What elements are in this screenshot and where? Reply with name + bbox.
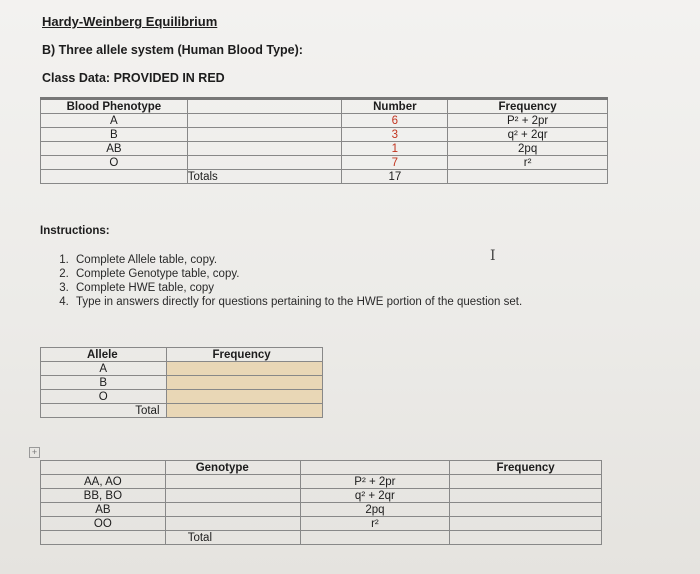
instruction-step: 1. Complete Allele table, copy. <box>72 253 522 267</box>
instructions-heading: Instructions: <box>40 225 110 237</box>
totals-label: Totals <box>187 170 342 184</box>
phenotype-table <box>40 97 608 184</box>
table-row <box>41 503 602 517</box>
instructions-list <box>52 253 522 309</box>
number-cell[interactable]: 3 <box>342 128 448 142</box>
instruction-step: 2. Complete Genotype table, copy. <box>72 267 522 281</box>
total-row <box>41 404 323 418</box>
header-allele: Allele <box>41 348 167 362</box>
totals-value[interactable]: 17 <box>342 170 448 184</box>
table-row <box>41 114 608 128</box>
totals-row <box>41 170 608 184</box>
genotype-frequency-input[interactable] <box>450 475 602 489</box>
genotype-cell: BB, BO <box>41 489 166 503</box>
frequency-cell[interactable]: 2pq <box>448 142 608 156</box>
phenotype-cell[interactable]: B <box>41 128 188 142</box>
number-cell[interactable]: 1 <box>342 142 448 156</box>
allele-frequency-input[interactable] <box>166 362 322 376</box>
text-cursor-icon: I <box>490 248 496 264</box>
class-data-line <box>42 71 225 85</box>
header-blood-phenotype: Blood Phenotype <box>41 99 188 114</box>
formula-cell: q² + 2qr <box>300 489 450 503</box>
header-genotype-frequency: Frequency <box>450 461 602 475</box>
number-cell[interactable]: 6 <box>342 114 448 128</box>
genotype-total-label: Total <box>165 531 300 545</box>
table-row <box>41 475 602 489</box>
allele-total-input[interactable] <box>166 404 322 418</box>
doc-title: Hardy-Weinberg Equilibrium <box>42 14 218 29</box>
allele-cell: B <box>41 376 167 390</box>
frequency-cell[interactable]: q² + 2qr <box>448 128 608 142</box>
table-move-handle-icon[interactable]: + <box>29 447 40 458</box>
table-row <box>41 376 323 390</box>
header-genotype: Genotype <box>165 461 300 475</box>
instruction-step: 3. Complete HWE table, copy <box>72 281 522 295</box>
phenotype-cell[interactable]: A <box>41 114 188 128</box>
allele-total-label: Total <box>41 404 167 418</box>
phenotype-cell[interactable]: AB <box>41 142 188 156</box>
genotype-cell: OO <box>41 517 166 531</box>
genotype-total-input[interactable] <box>450 531 602 545</box>
genotype-cell: AA, AO <box>41 475 166 489</box>
total-row <box>41 531 602 545</box>
header-number: Number <box>342 99 448 114</box>
genotype-frequency-input[interactable] <box>450 517 602 531</box>
formula-cell: P² + 2pr <box>300 475 450 489</box>
header-frequency: Frequency <box>448 99 608 114</box>
genotype-frequency-input[interactable] <box>450 489 602 503</box>
allele-frequency-input[interactable] <box>166 390 322 404</box>
table-row <box>41 128 608 142</box>
frequency-cell[interactable]: r² <box>448 156 608 170</box>
allele-frequency-input[interactable] <box>166 376 322 390</box>
table-row <box>41 517 602 531</box>
formula-cell: r² <box>300 517 450 531</box>
header-allele-frequency: Frequency <box>166 348 322 362</box>
allele-cell: O <box>41 390 167 404</box>
table-row <box>41 156 608 170</box>
genotype-table <box>40 460 602 545</box>
doc-subtitle: B) Three allele system (Human Blood Type): <box>42 43 303 57</box>
table-row <box>41 390 323 404</box>
table-row <box>41 489 602 503</box>
number-cell[interactable]: 7 <box>342 156 448 170</box>
table-row <box>41 362 323 376</box>
instruction-step: 4. Type in answers directly for questions pertaining to the HWE portion of the question set. <box>72 295 522 309</box>
frequency-cell[interactable]: P² + 2pr <box>448 114 608 128</box>
phenotype-cell[interactable]: O <box>41 156 188 170</box>
formula-cell: 2pq <box>300 503 450 517</box>
table-row <box>41 142 608 156</box>
class-data-suffix: PROVIDED IN RED <box>113 71 225 85</box>
class-data-prefix: Class Data: <box>42 71 114 85</box>
allele-table <box>40 347 323 418</box>
genotype-frequency-input[interactable] <box>450 503 602 517</box>
allele-cell: A <box>41 362 167 376</box>
genotype-cell: AB <box>41 503 166 517</box>
